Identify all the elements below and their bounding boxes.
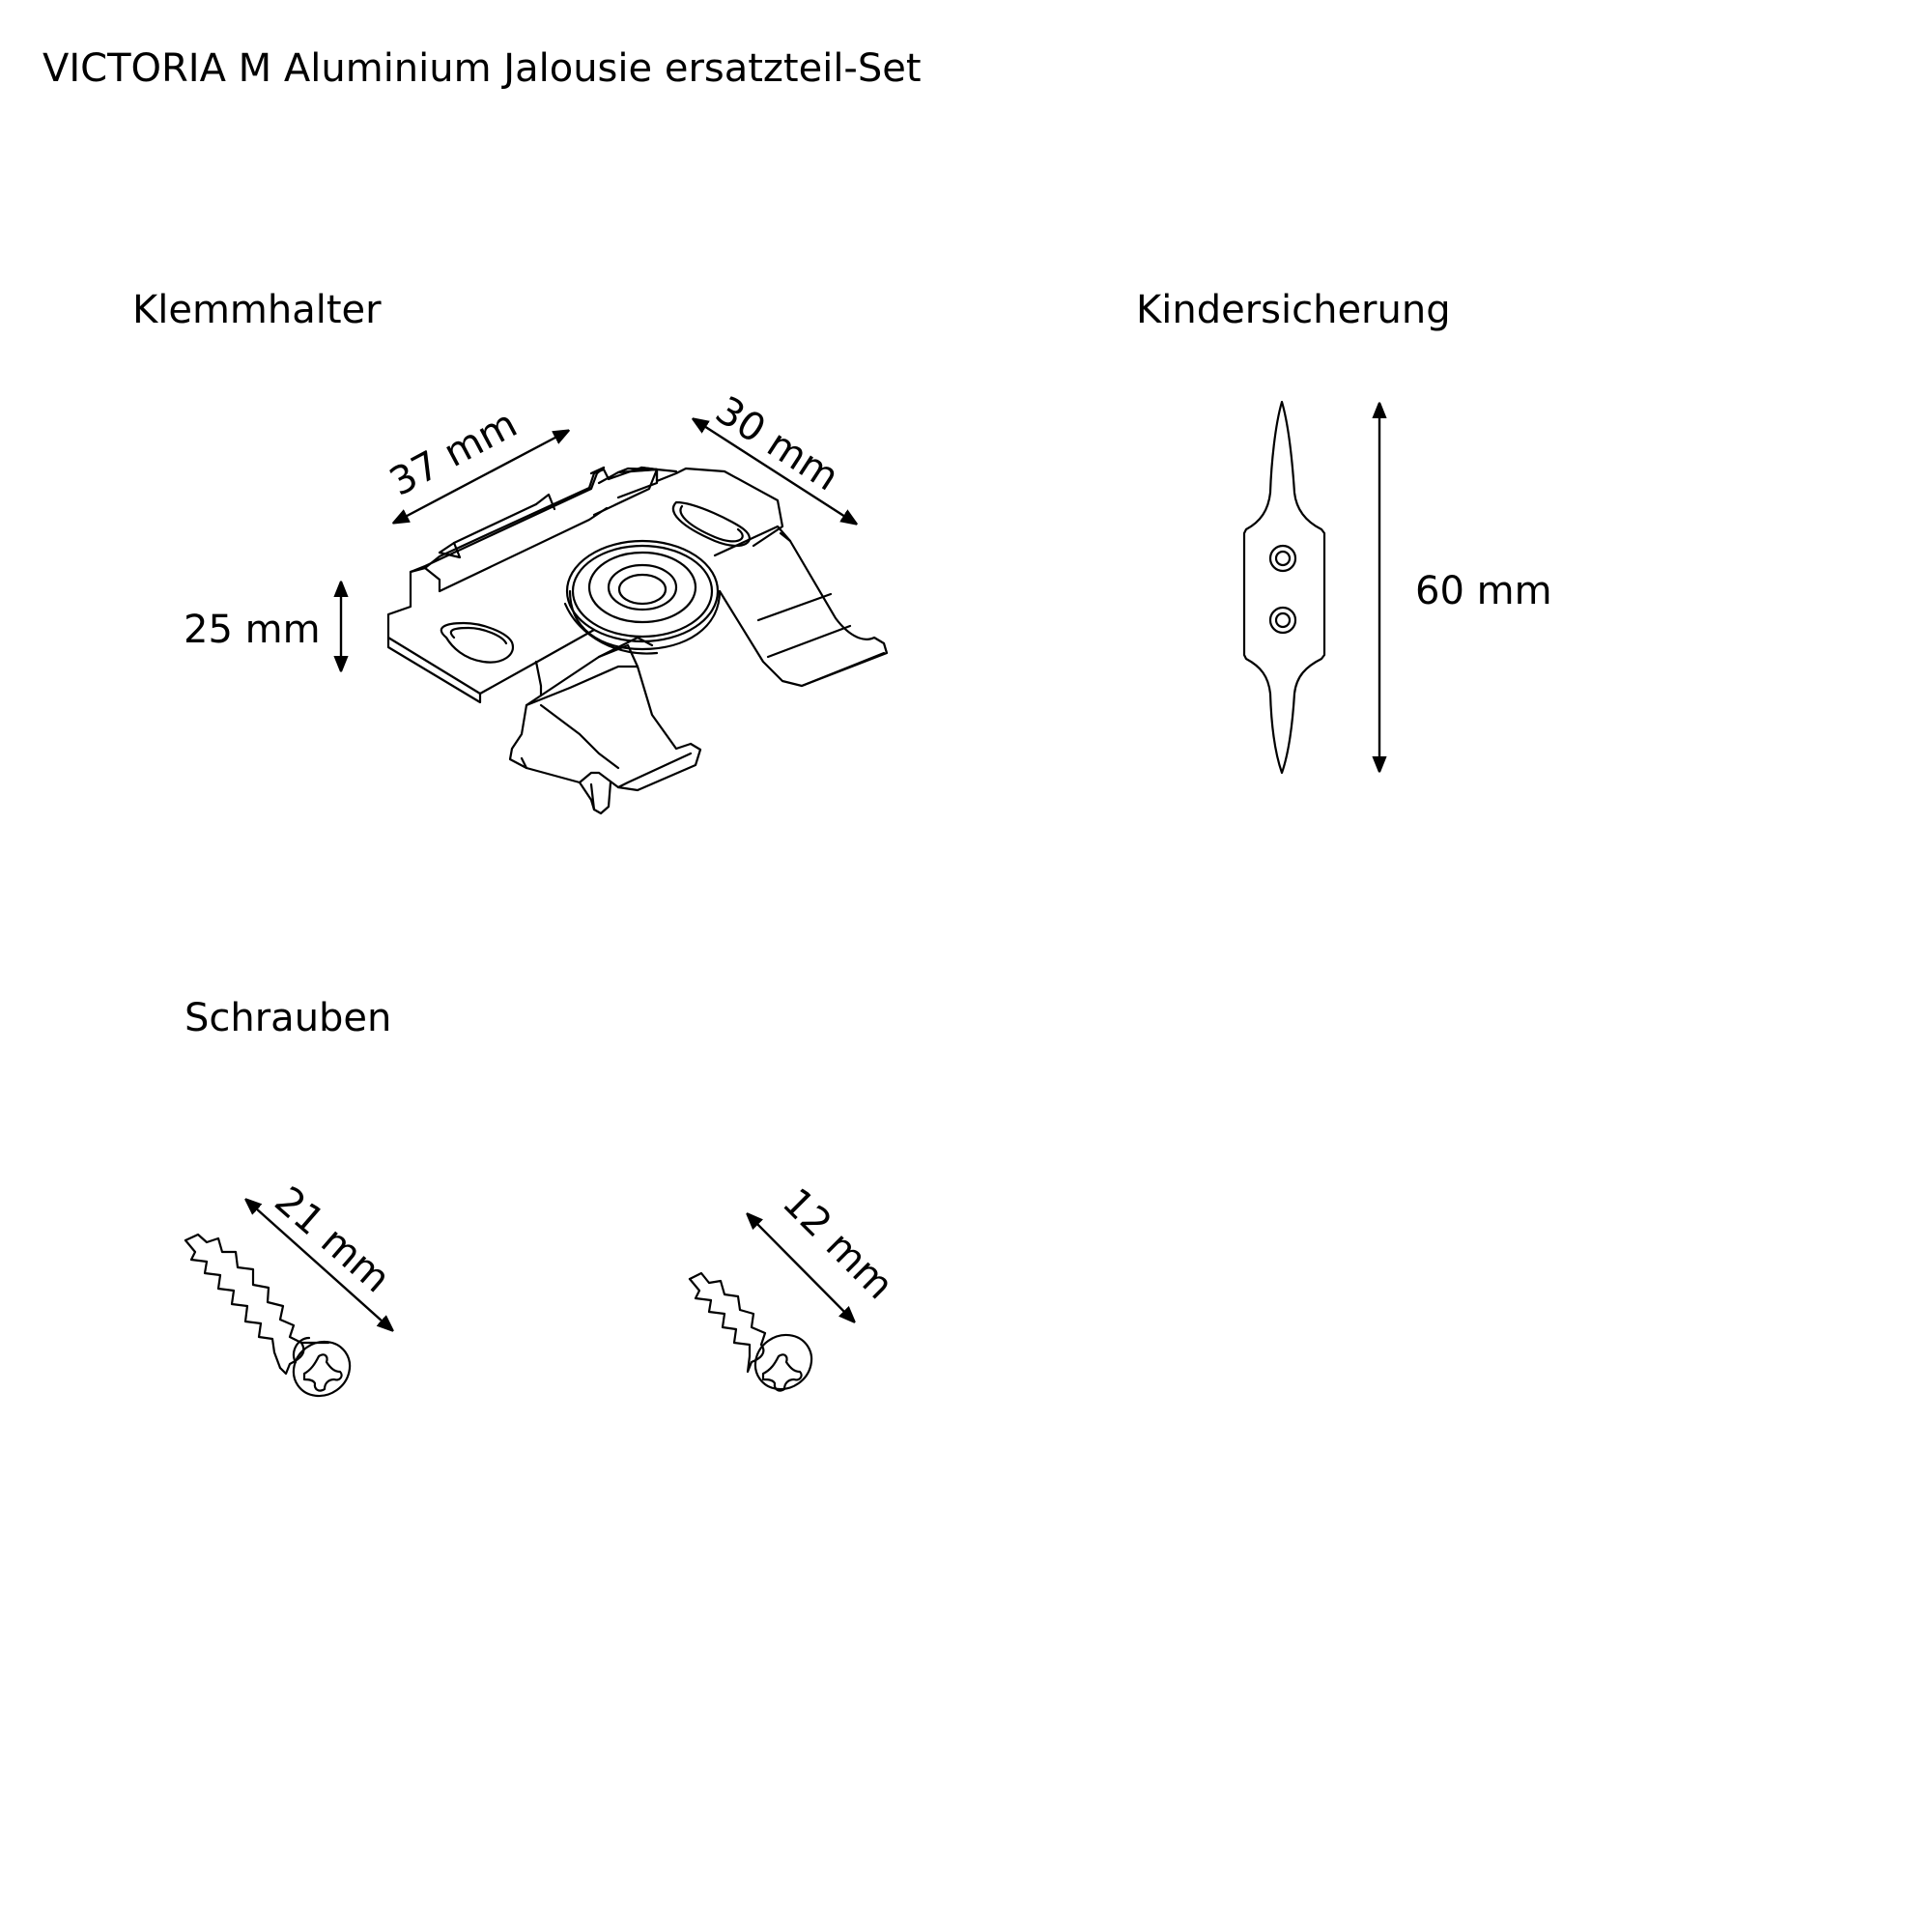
dim-kinder-length: 60 mm — [1415, 569, 1552, 613]
klemmhalter-heading: Klemmhalter — [132, 288, 382, 332]
kindersicherung-drawing — [1244, 402, 1324, 773]
dim-klemm-depth: 30 mm — [707, 387, 847, 500]
klemmhalter-bracket-drawing — [388, 468, 887, 813]
kindersicherung-heading: Kindersicherung — [1136, 288, 1451, 332]
dim-screw-short: 12 mm — [773, 1179, 902, 1309]
page-title: VICTORIA M Aluminium Jalousie ersatzteil-Set — [43, 46, 922, 91]
dim-klemm-height: 25 mm — [184, 608, 321, 652]
dim-screw-long: 21 mm — [266, 1178, 399, 1302]
dim-klemm-width: 37 mm — [383, 401, 525, 505]
screw-short-drawing — [690, 1273, 822, 1400]
schrauben-heading: Schrauben — [185, 996, 392, 1040]
